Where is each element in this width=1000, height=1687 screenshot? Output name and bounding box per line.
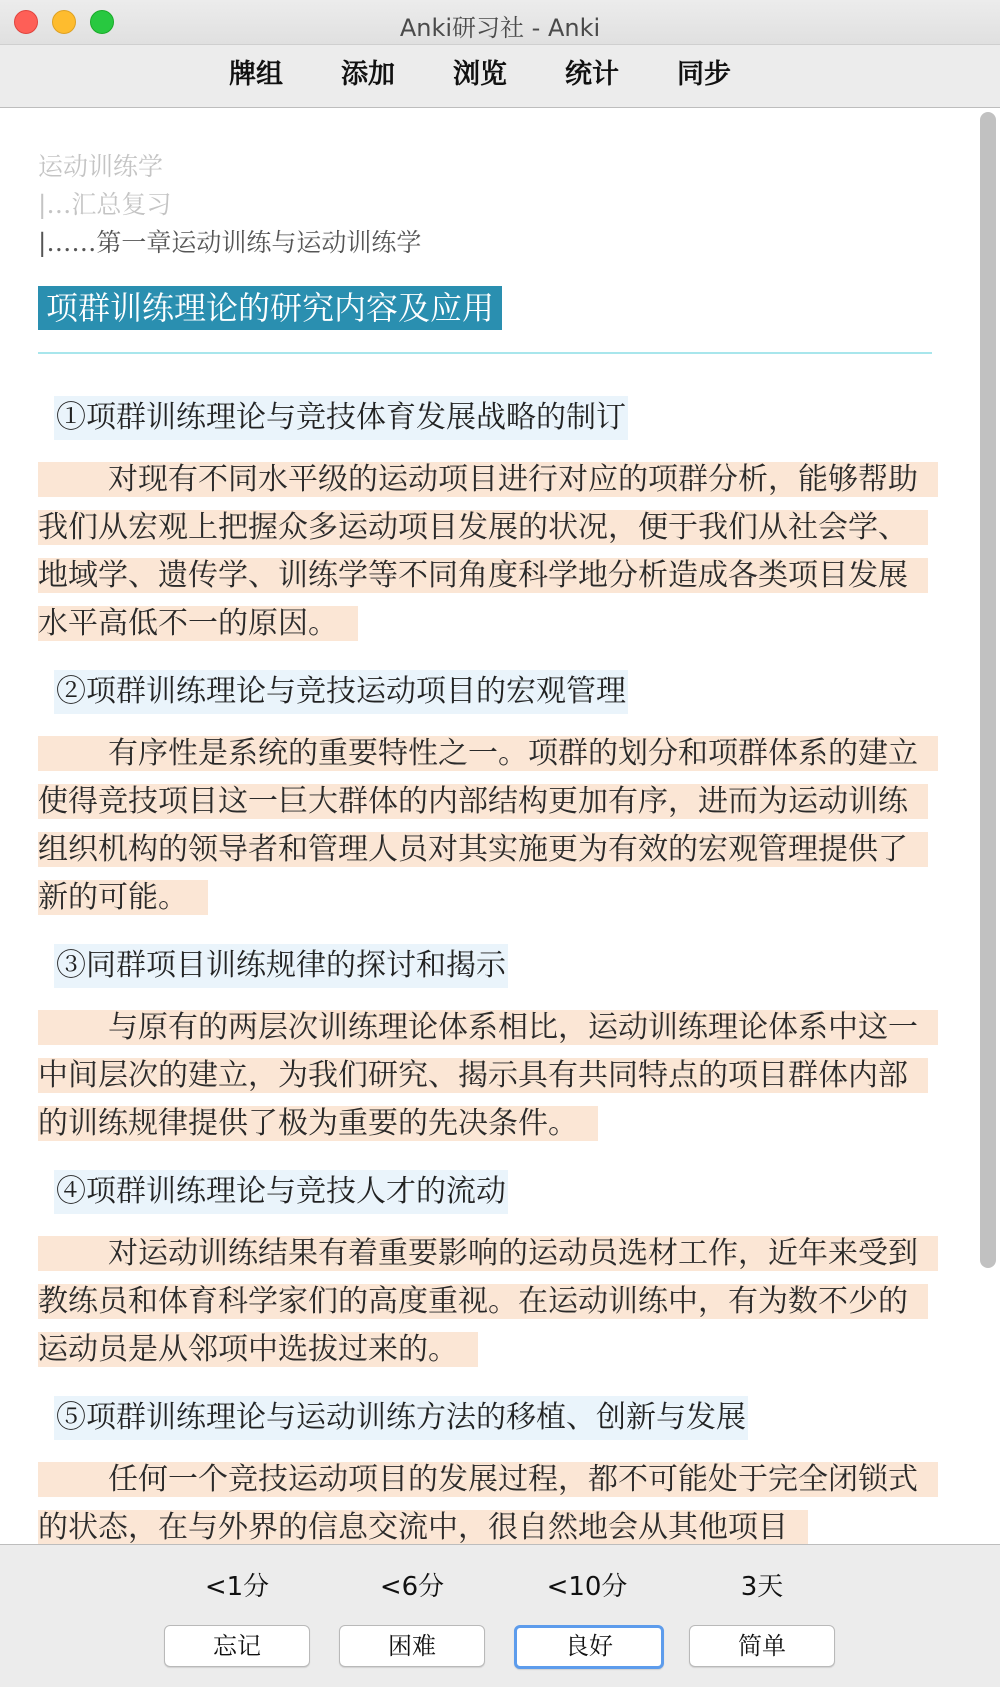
card-title: 项群训练理论的研究内容及应用 [38,286,502,330]
hard-button[interactable]: 困难 [339,1625,485,1667]
card-content-area [0,108,1000,1544]
section-paragraph [38,1004,932,1148]
good-button[interactable]: 良好 [514,1625,664,1669]
answer-good [514,1569,660,1669]
section-heading: ②项群训练理论与竞技运动项目的宏观管理 [54,670,628,714]
window-titlebar [0,0,1000,45]
section-paragraph [38,1456,932,1544]
breadcrumb-subdeck: |…汇总复习 [38,190,172,219]
again-button[interactable]: 忘记 [164,1625,310,1667]
tab-add[interactable]: 添加 [341,59,395,90]
section-heading: ③同群项目训练规律的探讨和揭示 [54,944,508,988]
breadcrumb-chapter: |……第一章运动训练与运动训练学 [38,228,422,257]
paragraph-text: 任何一个竞技运动项目的发展过程，都不可能处于完全闭锁式的状态，在与外界的信息交流中，很自然地会从其他项目 [38,1462,918,1544]
section-paragraph [38,1230,932,1374]
section-heading: ⑤项群训练理论与运动训练方法的移植、创新与发展 [54,1396,748,1440]
answer-hard [339,1569,485,1667]
title-divider [38,352,932,354]
interval-label: <6分 [379,1572,445,1602]
card-body [38,148,932,1544]
easy-button[interactable]: 简单 [689,1625,835,1667]
answer-bar [0,1544,1000,1687]
interval-label: <10分 [546,1572,628,1602]
paragraph-text: 对运动训练结果有着重要影响的运动员选材工作，近年来受到教练员和体育科学家们的高度重视。在运动训练中，有为数不少的运动员是从邻项中选拔过来的。 [38,1236,918,1367]
breadcrumb-deck: 运动训练学 [38,152,164,181]
section-2 [38,670,932,922]
paragraph-text: 对现有不同水平级的运动项目进行对应的项群分析，能够帮助我们从宏观上把握众多运动项目发展的状况，便于我们从社会学、地域学、遗传学、训练学等不同角度科学地分析造成各类项目发展水平高低不一的原因。 [38,462,918,641]
answer-again [164,1569,310,1667]
tab-stats[interactable]: 统计 [565,59,619,90]
interval-label: 3天 [740,1572,784,1602]
tab-browse[interactable]: 浏览 [453,59,507,90]
vertical-scrollbar[interactable] [980,112,996,1268]
section-5 [38,1396,932,1544]
paragraph-text: 与原有的两层次训练理论体系相比，运动训练理论体系中这一中间层次的建立，为我们研究、揭示具有共同特点的项目群体内部的训练规律提供了极为重要的先决条件。 [38,1010,918,1141]
interval-label: <1分 [204,1572,270,1602]
window-title: Anki研习社 - Anki [399,14,601,42]
section-3 [38,944,932,1148]
tab-decks[interactable]: 牌组 [229,59,283,90]
main-toolbar [0,45,1000,108]
paragraph-text: 有序性是系统的重要特性之一。项群的划分和项群体系的建立使得竞技项目这一巨大群体的内部结构更加有序，进而为运动训练组织机构的领导者和管理人员对其实施更为有效的宏观管理提供了新的可能。 [38,736,918,915]
section-paragraph [38,456,932,648]
section-paragraph [38,730,932,922]
section-4 [38,1170,932,1374]
section-1 [38,396,932,648]
tab-sync[interactable]: 同步 [677,59,731,90]
section-heading: ④项群训练理论与竞技人才的流动 [54,1170,508,1214]
answer-easy [689,1569,835,1667]
section-heading: ①项群训练理论与竞技体育发展战略的制订 [54,396,628,440]
